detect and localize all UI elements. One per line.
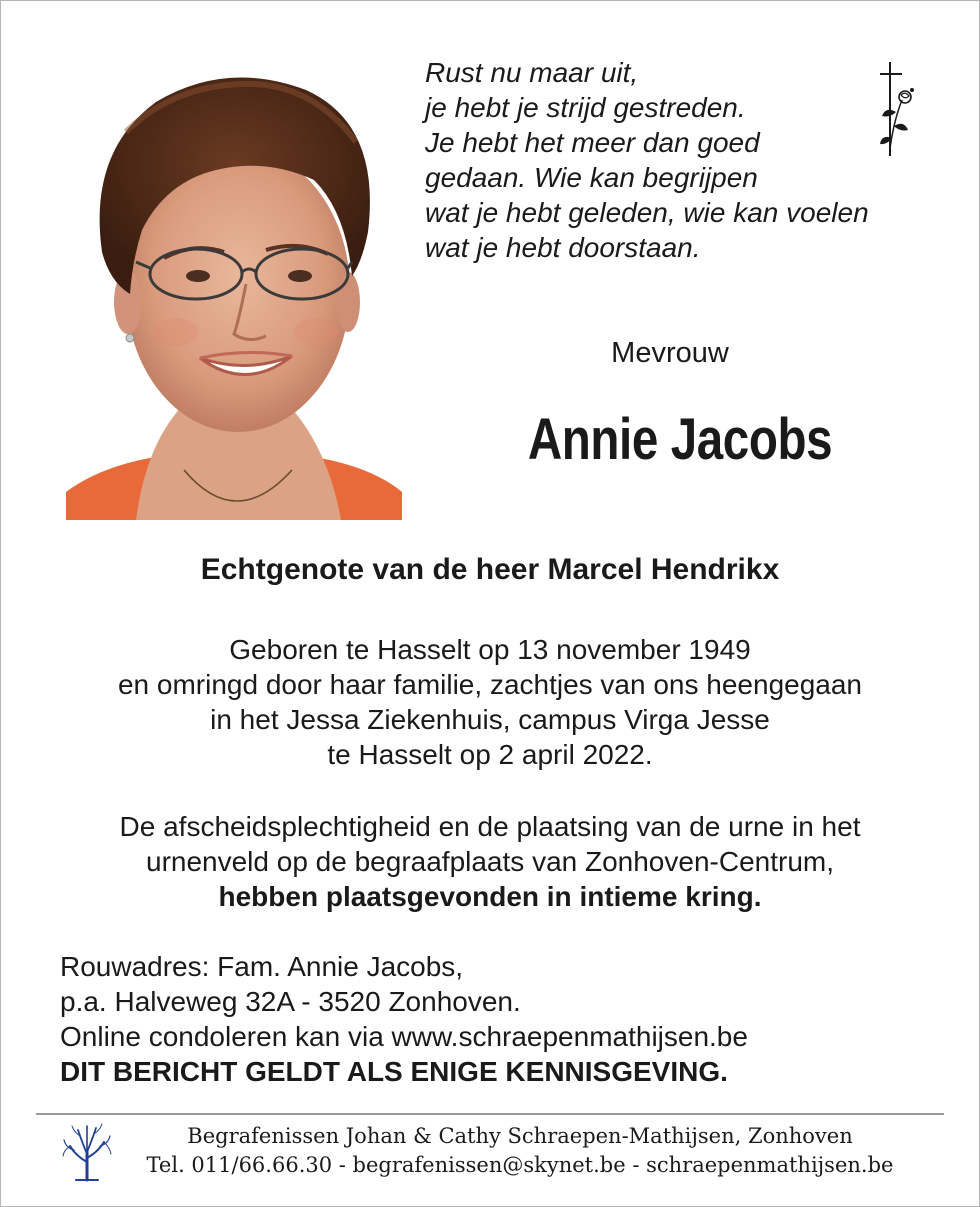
footer-contact: Tel. 011/66.66.30 - begrafenissen@skynet.be - schraepenmathijsen.be bbox=[146, 1153, 894, 1177]
spouse-line: Echtgenote van de heer Marcel Hendrikx bbox=[200, 553, 780, 586]
condolence-link[interactable]: Online condoleren kan via www.schraepenmathijsen.be bbox=[60, 1021, 748, 1052]
funeral-home-footer bbox=[120, 1122, 920, 1180]
poem-line: wat je hebt geleden, wie kan voelen bbox=[425, 197, 869, 228]
footer-company: Begrafenissen Johan & Cathy Schraepen-Mathijsen, Zonhoven bbox=[187, 1124, 853, 1148]
footer-divider bbox=[36, 1113, 944, 1115]
poem bbox=[425, 55, 945, 265]
birth-death-line: en omringd door haar familie, zachtjes van ons heengegaan bbox=[117, 669, 863, 700]
ceremony-block bbox=[40, 809, 940, 914]
portrait-photo bbox=[66, 62, 402, 520]
cross-with-rose-icon bbox=[872, 60, 922, 160]
salutation: Mevrouw bbox=[611, 337, 729, 369]
poem-line: je hebt je strijd gestreden. bbox=[425, 92, 746, 123]
birth-death-line: te Hasselt op 2 april 2022. bbox=[327, 739, 653, 770]
birth-death-line: Geboren te Hasselt op 13 november 1949 bbox=[229, 634, 751, 665]
deceased-name: Annie Jacobs bbox=[527, 407, 833, 472]
address-block bbox=[60, 949, 940, 1089]
poem-line: Rust nu maar uit, bbox=[425, 57, 639, 88]
address-line: Rouwadres: Fam. Annie Jacobs, bbox=[60, 951, 464, 982]
poem-line: gedaan. Wie kan begrijpen bbox=[425, 162, 758, 193]
poem-line: wat je hebt doorstaan. bbox=[425, 232, 701, 263]
ceremony-bold-line: hebben plaatsgevonden in intieme kring. bbox=[218, 881, 762, 912]
address-line: p.a. Halveweg 32A - 3520 Zonhoven. bbox=[60, 986, 521, 1017]
tree-logo-icon bbox=[62, 1122, 112, 1182]
ceremony-line: urnenveld op de begraafplaats van Zonhoven-Centrum, bbox=[146, 846, 834, 877]
ceremony-line: De afscheidsplechtigheid en de plaatsing van de urne in het bbox=[119, 811, 861, 842]
birth-death-line: in het Jessa Ziekenhuis, campus Virga Jesse bbox=[210, 704, 770, 735]
birth-death-block bbox=[40, 632, 940, 772]
notice-line: DIT BERICHT GELDT ALS ENIGE KENNISGEVING. bbox=[60, 1056, 728, 1087]
poem-line: Je hebt het meer dan goed bbox=[425, 127, 760, 158]
